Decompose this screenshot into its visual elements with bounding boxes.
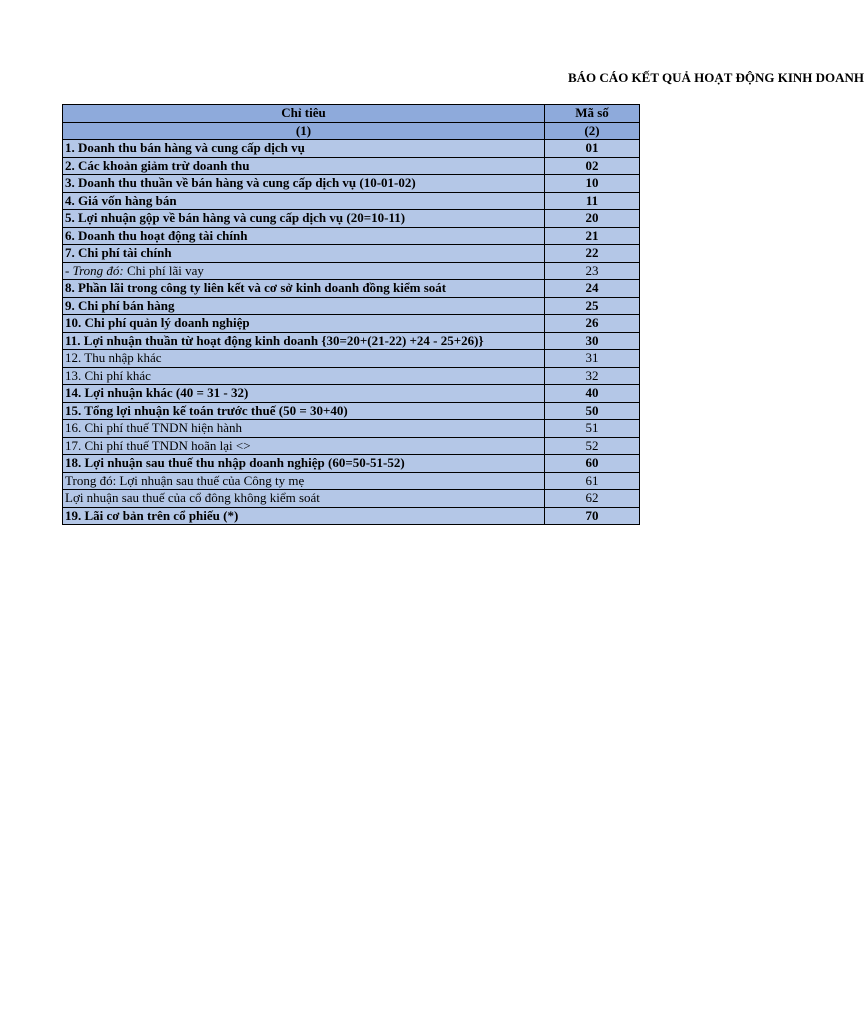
table-row: [63, 157, 640, 175]
row-code: 25: [545, 297, 640, 315]
row-code: 21: [545, 227, 640, 245]
row-code: 51: [545, 420, 640, 438]
table-row: [63, 280, 640, 298]
row-code: 32: [545, 367, 640, 385]
row-code: 31: [545, 350, 640, 368]
row-label: 14. Lợi nhuận khác (40 = 31 - 32): [63, 385, 545, 403]
table-row: [63, 297, 640, 315]
row-label: 6. Doanh thu hoạt động tài chính: [63, 227, 545, 245]
subheader-indicator: (1): [63, 122, 545, 140]
row-code: 11: [545, 192, 640, 210]
row-label: 5. Lợi nhuận gộp về bán hàng và cung cấp dịch vụ (20=10-11): [63, 210, 545, 228]
row-code: 23: [545, 262, 640, 280]
row-code: 22: [545, 245, 640, 263]
row-code: 62: [545, 490, 640, 508]
table-row: [63, 192, 640, 210]
row-label: 2. Các khoản giảm trừ doanh thu: [63, 157, 545, 175]
row-label: 12. Thu nhập khác: [63, 350, 545, 368]
row-code: 24: [545, 280, 640, 298]
table-row: [63, 437, 640, 455]
table-subheader-row: [63, 122, 640, 140]
row-code: 26: [545, 315, 640, 333]
income-statement-table: [62, 104, 640, 525]
table-row: [63, 472, 640, 490]
table-row: [63, 490, 640, 508]
page-title: BÁO CÁO KẾT QUẢ HOẠT ĐỘNG KINH DOANH: [568, 70, 864, 85]
table-row: [63, 420, 640, 438]
table-row: [63, 402, 640, 420]
table-row: [63, 350, 640, 368]
row-label: 15. Tổng lợi nhuận kế toán trước thuế (50 = 30+40): [63, 402, 545, 420]
row-label: 11. Lợi nhuận thuần từ hoạt động kinh doanh {30=20+(21-22) +24 - 25+26)}: [63, 332, 545, 350]
row-code: 10: [545, 175, 640, 193]
row-code: 20: [545, 210, 640, 228]
table-row: [63, 227, 640, 245]
row-label: 10. Chi phí quản lý doanh nghiệp: [63, 315, 545, 333]
header-code: Mã số: [545, 105, 640, 123]
row-code: 01: [545, 140, 640, 158]
row-label: 18. Lợi nhuận sau thuế thu nhập doanh nghiệp (60=50-51-52): [63, 455, 545, 473]
row-label: 13. Chi phí khác: [63, 367, 545, 385]
table-row: [63, 455, 640, 473]
table-row: [63, 315, 640, 333]
table-row: [63, 140, 640, 158]
row-code: 52: [545, 437, 640, 455]
table-row: [63, 262, 640, 280]
table-row: [63, 245, 640, 263]
header-indicator: Chỉ tiêu: [63, 105, 545, 123]
row-label-text: Chi phí lãi vay: [123, 262, 204, 278]
row-label: 8. Phần lãi trong công ty liên kết và cơ sở kinh doanh đồng kiểm soát: [63, 280, 545, 298]
subheader-code: (2): [545, 122, 640, 140]
row-label: 4. Giá vốn hàng bán: [63, 192, 545, 210]
row-label: 7. Chi phí tài chính: [63, 245, 545, 263]
row-label: 17. Chi phí thuế TNDN hoãn lại <>: [63, 437, 545, 455]
row-label-prefix: - Trong đó:: [65, 262, 124, 278]
table-row: [63, 385, 640, 403]
row-code: 60: [545, 455, 640, 473]
table-row: [63, 507, 640, 525]
row-label: [63, 262, 545, 280]
table-row: [63, 367, 640, 385]
row-code: 02: [545, 157, 640, 175]
row-label: 1. Doanh thu bán hàng và cung cấp dịch vụ: [63, 140, 545, 158]
table-row: [63, 210, 640, 228]
row-code: 30: [545, 332, 640, 350]
row-label: Lợi nhuận sau thuế của cổ đông không kiểm soát: [63, 490, 545, 508]
row-code: 61: [545, 472, 640, 490]
row-label: 19. Lãi cơ bản trên cổ phiếu (*): [63, 507, 545, 525]
row-label: 16. Chi phí thuế TNDN hiện hành: [63, 420, 545, 438]
row-code: 70: [545, 507, 640, 525]
row-label: Trong đó: Lợi nhuận sau thuế của Công ty mẹ: [63, 472, 545, 490]
row-code: 50: [545, 402, 640, 420]
table-header-row: [63, 105, 640, 123]
table-row: [63, 332, 640, 350]
row-label: 3. Doanh thu thuần về bán hàng và cung cấp dịch vụ (10-01-02): [63, 175, 545, 193]
row-label: 9. Chi phí bán hàng: [63, 297, 545, 315]
row-code: 40: [545, 385, 640, 403]
table-row: [63, 175, 640, 193]
